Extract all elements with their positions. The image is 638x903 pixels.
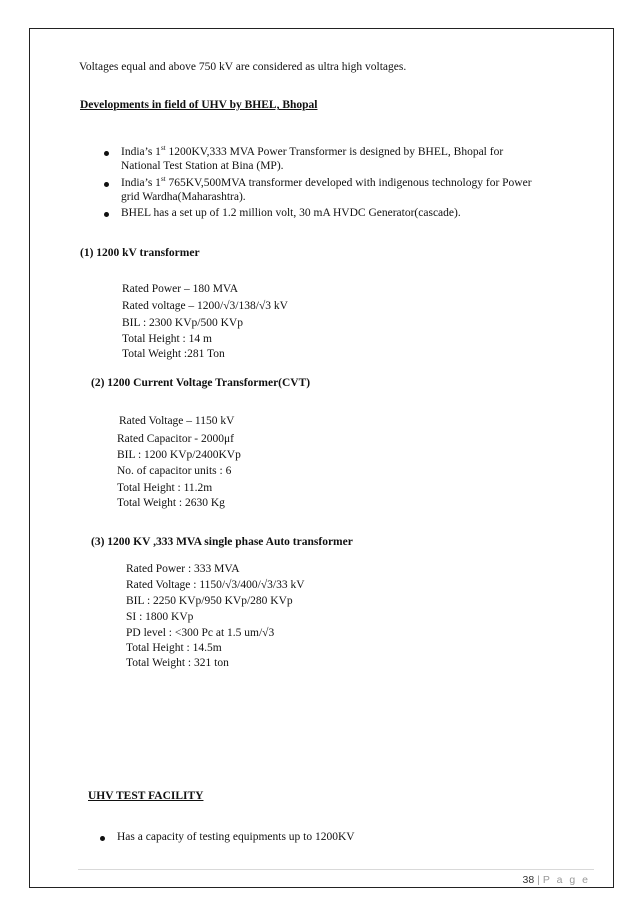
section2-line: No. of capacitor units : 6 [117,465,232,477]
bullet-dot [104,151,109,156]
bullet-dot [104,212,109,217]
section3-line: Rated Voltage : 1150/√3/400/√3/33 kV [126,579,305,591]
section1-heading: (1) 1200 kV transformer [80,247,200,259]
section2-line: Rated Capacitor - 2000μf [117,433,234,445]
bullet-item-2: India’s 1st 765KV,500MVA transformer developed with indigenous technology for Power [121,175,532,189]
bullet-item-1: India’s 1st 1200KV,333 MVA Power Transformer is designed by BHEL, Bhopal for [121,144,504,158]
page-label: P a g e [542,874,590,886]
uhv-test-facility-heading: UHV TEST FACILITY [88,790,204,802]
section1-line: Rated voltage – 1200/√3/138/√3 kV [122,300,288,312]
section1-line: Total Weight :281 Ton [122,348,225,360]
intro-text: Voltages equal and above 750 kV are considered as ultra high voltages. [79,61,407,73]
section1-line: Rated Power – 180 MVA [122,283,239,295]
section3-line: Total Weight : 321 ton [126,657,229,669]
footer-separator: | [537,874,540,886]
bullet-item-1-cont: National Test Station at Bina (MP). [121,160,284,172]
section2-line: Rated Voltage – 1150 kV [119,415,235,427]
footer-divider [78,869,594,870]
section1-line: Total Height : 14 m [122,333,212,345]
section2-heading: (2) 1200 Current Voltage Transformer(CVT) [91,377,311,389]
section3-line: Rated Power : 333 MVA [126,563,240,575]
section3-line: BIL : 2250 KVp/950 KVp/280 KVp [126,595,293,607]
section3-line: SI : 1800 KVp [126,611,194,623]
section2-line: Total Weight : 2630 Kg [117,497,225,509]
section2-line: Total Height : 11.2m [117,482,213,494]
section3-line: Total Height : 14.5m [126,642,222,654]
section2-line: BIL : 1200 KVp/2400KVp [117,449,241,461]
page-footer [522,874,590,886]
bullet-dot [100,836,105,841]
uhv-bullet-item: Has a capacity of testing equipments up to 1200KV [117,831,355,843]
section3-line: PD level : <300 Pc at 1.5 um/√3 [126,627,275,639]
section3-heading: (3) 1200 KV ,333 MVA single phase Auto transformer [91,536,353,548]
bullet-item-3: BHEL has a set up of 1.2 million volt, 30 mA HVDC Generator(cascade). [121,207,461,219]
bullet-dot [104,182,109,187]
developments-heading: Developments in field of UHV by BHEL, Bhopal [80,99,318,111]
section1-line: BIL : 2300 KVp/500 KVp [122,317,243,329]
bullet-item-2-cont: grid Wardha(Maharashtra). [121,191,246,203]
page-number: 38 [522,874,535,886]
